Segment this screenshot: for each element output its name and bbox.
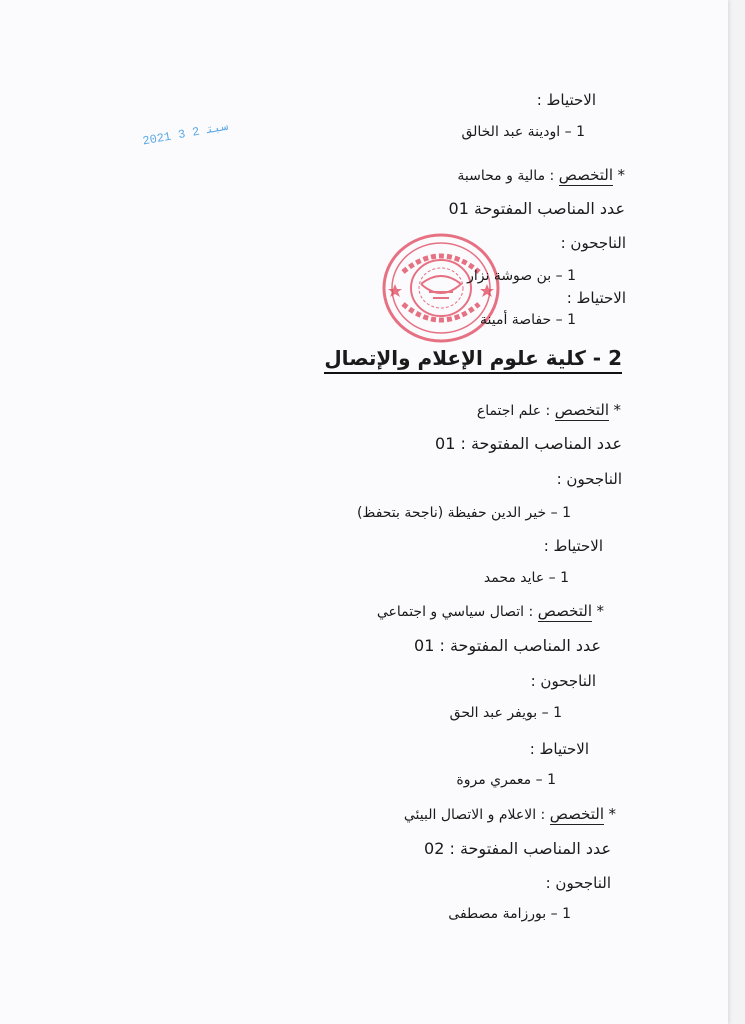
reserve-item: 1 – اودينة عبد الخالق	[461, 124, 585, 140]
open-posts: عدد المناصب المفتوحة 01	[448, 199, 625, 218]
winner-item: 1 – خير الدين حفيظة (ناجحة بتحفظ)	[356, 505, 571, 521]
winners-label: الناجحون :	[560, 234, 626, 252]
specialty-line: * التخصص : الاعلام و الاتصال البيئي	[403, 805, 616, 823]
specialty-line: * التخصص : اتصال سياسي و اجتماعي	[376, 602, 604, 620]
winner-item: 1 – بورزامة مصطفى	[448, 906, 571, 922]
reserve-label: الاحتياط :	[536, 91, 596, 109]
open-posts: عدد المناصب المفتوحة : 02	[424, 839, 611, 858]
open-posts: عدد المناصب المفتوحة : 01	[435, 434, 622, 453]
winners-label: الناجحون :	[556, 470, 622, 488]
open-posts: عدد المناصب المفتوحة : 01	[414, 636, 601, 655]
faculty-heading: 2 - كلية علوم الإعلام والإتصال	[0, 346, 728, 370]
winner-item: 1 – بن صوشة نزار	[467, 268, 576, 284]
specialty-line: * التخصص : مالية و محاسبة	[457, 166, 625, 184]
winners-label: الناجحون :	[545, 874, 611, 892]
winner-item: 1 – بويفر عبد الحق	[449, 705, 562, 721]
winners-label: الناجحون :	[530, 672, 596, 690]
reserve-item: 1 – عايد محمد	[483, 570, 569, 586]
date-stamp: 2021 ﺳﺒﺘ 2 3	[141, 119, 230, 149]
reserve-label: الاحتياط :	[543, 537, 603, 555]
reserve-item: 1 – معمري مروة	[456, 772, 556, 788]
reserve-label: الاحتياط :	[529, 740, 589, 758]
reserve-item: 1 – حفاصة أمينة	[479, 312, 576, 328]
specialty-line: * التخصص : علم اجتماع	[476, 401, 621, 419]
reserve-label: الاحتياط :	[566, 289, 626, 307]
